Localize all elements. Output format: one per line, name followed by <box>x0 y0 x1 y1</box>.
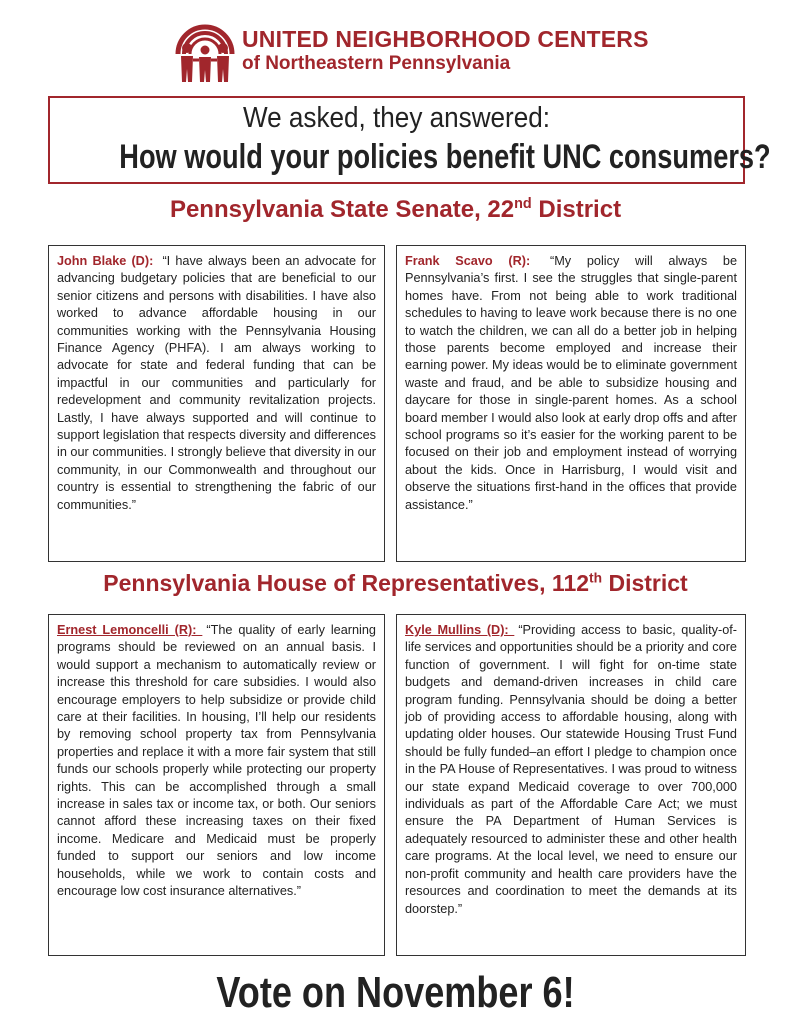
candidate-card-mullins <box>396 614 746 956</box>
headline-intro: We asked, they answered: <box>242 102 551 134</box>
candidate-quote: “Providing access to basic, quality-of-life services and opportunities should be a priority and core function of government. I will fight for on-time state budgets and demand-driven increases in child care program funding. Pennsylvania should be doing a better job of providing access to affordable housing, along with updating older houses. Our statewide Housing Trust Fund should be fully funded–an effort I pledge to champion once in the PA House of Representatives. I was proud to witness our state expand Medicaid coverage to over 700,000 individuals as part of the Affordable Care Act; we must ensure the PA Department of Human Services is adequately resourced to administer these and other health care programs. At the local level, we need to ensure our non-profit community and health care providers have the resources and coordination to meet the demands at its doorstep.” <box>405 623 738 916</box>
section-heading-ordinal: th <box>589 570 603 586</box>
candidate-card-scavo <box>396 245 746 562</box>
candidate-statement <box>405 253 737 514</box>
org-subtitle: of Northeastern Pennsylvania <box>242 53 511 74</box>
candidate-quote: “I have always been an advocate for advancing budgetary policies that are beneficial to our senior citizens and persons with disabilities. I have also worked to advance affordable housing in our communities working with the Pennsylvania Housing Finance Agency (PHFA). I am always working to advocate for state and federal funding that can be impactful in our communities and particularly for redevelopment and community revitalization projects. Lastly, I have always supported and will continue to support legislation that respects diversity and differences in our communities. I strongly believe that diversity in our community, in our Commonwealth and throughout our country is essential to strengthening the fabric of our communities.” <box>57 254 376 512</box>
section-heading-suffix: District <box>531 196 622 223</box>
candidate-name: Ernest Lemoncelli (R): <box>57 623 203 637</box>
section-heading-senate <box>0 196 791 224</box>
candidate-quote: “My policy will always be Pennsylvania’s first. I see the struggles that single-parent homes have. From not being able to work traditional schedules to having to leave work because there is no one to watch the children, we can all do a better job in helping those parents become employed and increase their earning power. My ideas would be to eliminate government waste and fraud, and be able to subsidize housing and daycare for those in single-parent homes. As a school board member I would also look at early drop offs and after school programs so it’s easier for the working parent to be focused on their job and employment instead of worrying about the kids. Once in Harrisburg, I would visit and observe the situations first-hand in the offices that provide assistance.” <box>405 254 738 512</box>
headline-box <box>48 96 771 184</box>
section-heading-text: Pennsylvania State Senate, 22 <box>169 196 515 223</box>
candidate-name: John Blake (D): <box>57 254 159 268</box>
candidate-name: Kyle Mullins (D): <box>405 623 515 637</box>
family-arch-logo-icon <box>174 14 236 86</box>
candidate-card-blake <box>48 245 385 562</box>
candidate-statement <box>57 622 376 901</box>
section-heading-ordinal: nd <box>514 196 532 212</box>
vote-date-callout: Vote on November 6! <box>216 968 575 1017</box>
candidate-statement <box>405 622 737 918</box>
org-name: UNITED NEIGHBORHOOD CENTERS <box>242 26 649 52</box>
candidate-card-lemoncelli <box>48 614 385 956</box>
section-heading-house <box>0 570 791 597</box>
section-heading-text: Pennsylvania House of Representatives, 112 <box>103 570 590 596</box>
headline-question: How would your policies benefit UNC consumers? <box>119 138 771 176</box>
candidate-quote: “The quality of early learning programs should be reviewed on an annual basis. I would support a mechanism to automatically review or increase this threshold for care subsidies. I would also encourage employers to help subsidize or provide child care at their facilities. In housing, I’ll help our residents by removing school property tax from Pennsylvania properties and replace it with a more fair system that still funds our schools properly while protecting our property rights. This can be accomplished through a small increase in sales tax or income tax, or both. Our seniors cannot afford these increasing taxes on their fixed income. Medicare and Medicaid must be properly funded to support our seniors and low income households, while we work to contain costs and encourage low cost insurance alternatives.” <box>57 623 376 899</box>
section-heading-suffix: District <box>602 570 688 596</box>
candidate-statement <box>57 253 376 514</box>
candidate-name: Frank Scavo (R): <box>405 254 546 268</box>
